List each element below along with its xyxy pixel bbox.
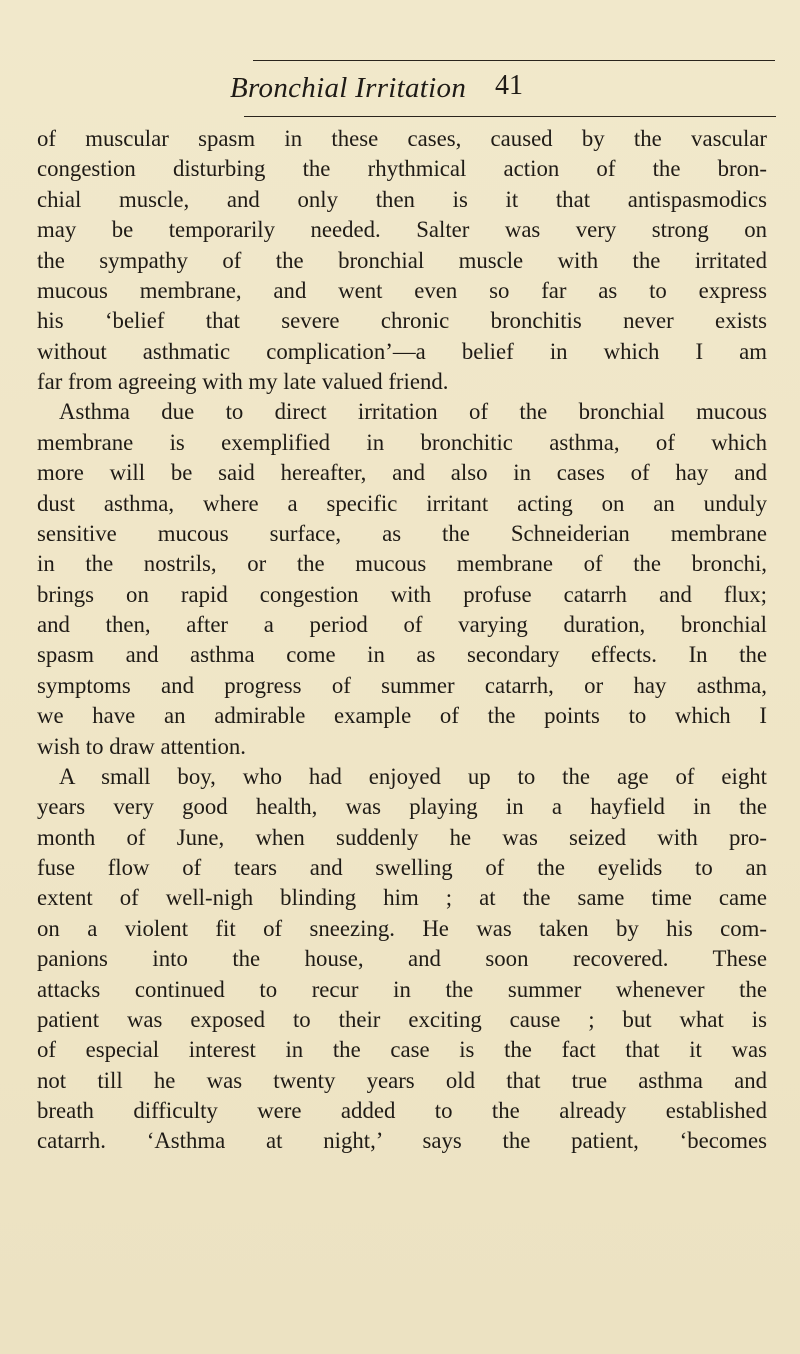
text-line: brings on rapid congestion with profuse catarrh and flux;: [37, 581, 767, 607]
text-line: and then, after a period of varying duration, bronchial: [37, 612, 767, 637]
text-line: extent of well-nigh blinding him ; at the same time came: [37, 885, 767, 911]
text-line: panions into the house, and soon recovered. These: [37, 946, 767, 972]
running-head: [230, 66, 710, 110]
text-line: congestion disturbing the rhythmical action of the bron-: [37, 156, 767, 182]
text-line: dust asthma, where a specific irritant acting on an unduly: [37, 490, 767, 516]
text-line: years very good health, was playing in a hayfield in the: [37, 794, 767, 820]
paragraph-first-line: A small boy, who had enjoyed up to the age of eight: [59, 763, 767, 789]
text-line: may be temporarily needed. Salter was very strong on: [37, 217, 767, 243]
text-line: without asthmatic complication’—a belief in which I am: [37, 338, 767, 364]
text-line: wish to draw attention.: [37, 733, 246, 759]
text-line: catarrh. ‘Asthma at night,’ says the patient, ‘becomes: [37, 1128, 767, 1154]
text-line: month of June, when suddenly he was seized with pro-: [37, 824, 767, 850]
text-line: more will be said hereafter, and also in cases of hay and: [37, 460, 767, 486]
text-line: of muscular spasm in these cases, caused by the vascular: [37, 126, 767, 151]
text-line: sensitive mucous surface, as the Schneiderian membrane: [37, 520, 767, 546]
paragraph-first-line: Asthma due to direct irritation of the bronchial mucous: [59, 399, 767, 425]
text-line: not till he was twenty years old that true asthma and: [37, 1067, 767, 1093]
text-line: spasm and asthma come in as secondary effects. In the: [37, 642, 767, 668]
text-line: breath difficulty were added to the already established: [37, 1098, 767, 1123]
body-text: [37, 124, 767, 1157]
header-bottom-rule: [244, 116, 776, 117]
text-line: his ‘belief that severe chronic bronchitis never exists: [37, 308, 767, 334]
text-line: on a violent fit of sneezing. He was taken by his com-: [37, 915, 767, 941]
text-line: attacks continued to recur in the summer whenever the: [37, 976, 767, 1002]
text-line: mucous membrane, and went even so far as to express: [37, 277, 767, 303]
text-line: we have an admirable example of the points to which I: [37, 703, 767, 729]
text-line: chial muscle, and only then is it that antispasmodics: [37, 186, 767, 212]
text-line: in the nostrils, or the mucous membrane of the bronchi,: [37, 551, 767, 577]
text-line: symptoms and progress of summer catarrh, or hay asthma,: [37, 672, 767, 698]
text-line: of especial interest in the case is the fact that it was: [37, 1037, 767, 1063]
page-number: 41: [495, 70, 523, 101]
header-top-rule: [253, 60, 775, 61]
text-line: far from agreeing with my late valued friend.: [37, 369, 449, 394]
text-line: the sympathy of the bronchial muscle with the irritated: [37, 247, 767, 273]
text-line: patient was exposed to their exciting cause ; but what is: [37, 1006, 767, 1032]
text-line: fuse flow of tears and swelling of the eyelids to an: [37, 855, 767, 880]
running-title: Bronchial Irritation: [230, 72, 467, 104]
text-line: membrane is exemplified in bronchitic asthma, of which: [37, 429, 767, 455]
